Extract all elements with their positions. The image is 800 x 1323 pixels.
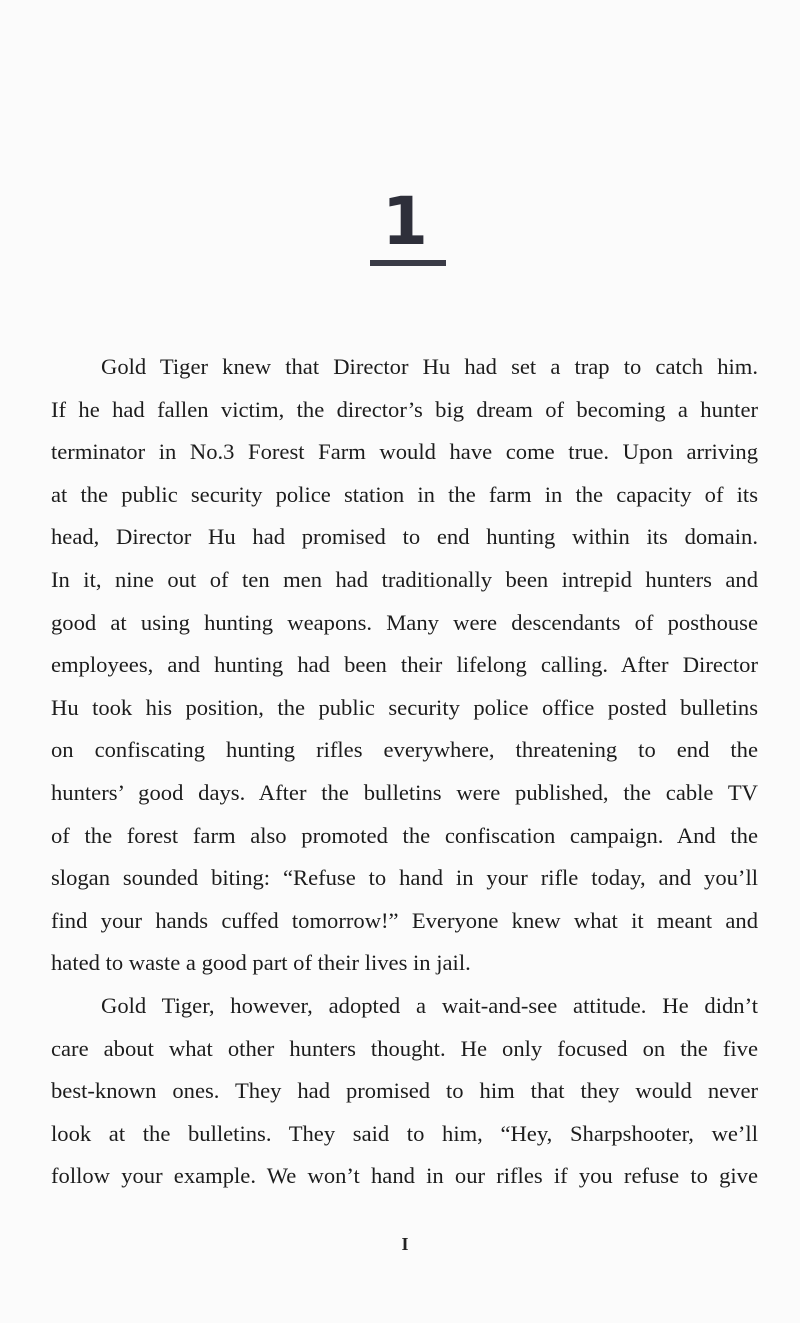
text-line: of the forest farm also promoted the confiscation campaign. And the (51, 822, 758, 848)
text-line: hunters’ good days. After the bulletins were published, the cable TV (51, 779, 758, 805)
text-line: In it, nine out of ten men had traditionally been intrepid hunters and (51, 566, 758, 592)
text-line: look at the bulletins. They said to him, “Hey, Sharpshooter, we’ll (51, 1120, 758, 1146)
text-line: care about what other hunters thought. He only focused on the five (51, 1035, 758, 1061)
text-line: If he had fallen victim, the director’s big dream of becoming a hunter (51, 396, 758, 422)
text-line: hated to waste a good part of their lives in jail. (51, 950, 471, 976)
text-line: Hu took his position, the public security police office posted bulletins (51, 694, 758, 720)
text-line: terminator in No.3 Forest Farm would have come true. Upon arriving (51, 439, 758, 465)
text-line: good at using hunting weapons. Many were descendants of posthouse (51, 609, 758, 635)
text-line: Gold Tiger knew that Director Hu had set a trap to catch him. (101, 354, 758, 379)
paragraph-1 (51, 346, 758, 985)
text-line: find your hands cuffed tomorrow!” Everyone knew what it meant and (51, 907, 758, 933)
text-line: follow your example. We won’t hand in our rifles if you refuse to give (51, 1163, 758, 1189)
chapter-number: 1 (382, 183, 428, 260)
text-line: slogan sounded biting: “Refuse to hand in your rifle today, and you’ll (51, 865, 758, 891)
text-line: best-known ones. They had promised to him that they would never (51, 1078, 758, 1104)
text-line: Gold Tiger, however, adopted a wait-and-see attitude. He didn’t (101, 992, 758, 1018)
paragraph-2 (51, 985, 758, 1198)
chapter-rule (370, 260, 446, 266)
text-line: on confiscating hunting rifles everywhere, threatening to end the (51, 737, 758, 763)
body-text (51, 346, 758, 1198)
page-number: I (401, 1234, 409, 1254)
text-line: at the public security police station in the farm in the capacity of its (51, 481, 758, 507)
text-line: employees, and hunting had been their lifelong calling. After Director (51, 652, 758, 678)
text-line: head, Director Hu had promised to end hunting within its domain. (51, 524, 758, 550)
